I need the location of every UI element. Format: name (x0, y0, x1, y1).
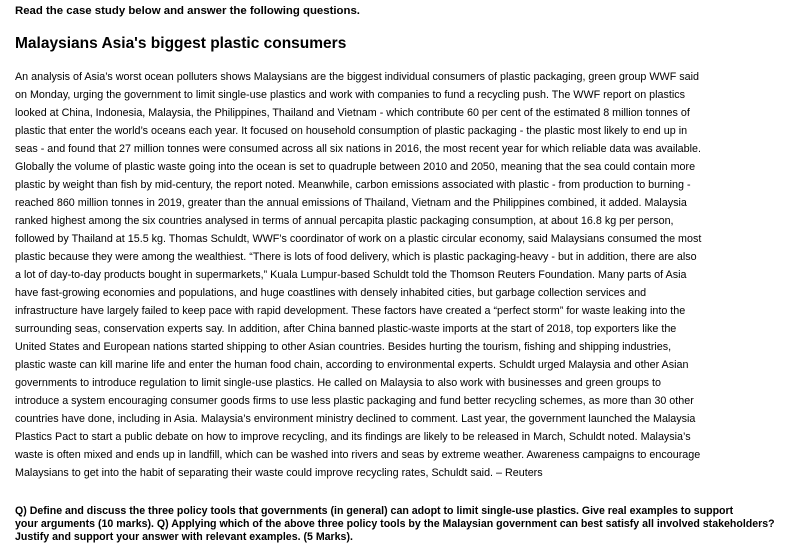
case-study-title: Malaysians Asia's biggest plastic consumers (15, 35, 347, 52)
body-line: on Monday, urging the government to limit single-use plastics and work with companies to fund a recycling push. The WWF report on plastics (15, 89, 686, 101)
body-line: Plastics Pact to start a public debate on how to improve recycling, and its findings are likely to be released in March, Schuldt noted. Malaysia’s (15, 431, 691, 443)
body-line: plastic waste can kill marine life and enter the human food chain, according to environmental experts. Schuldt urged Malaysia and other Asian (15, 359, 689, 371)
body-line: plastic because they were among the wealthiest. “There is lots of food delivery, which is plastic packaging-heavy - but in addition, there are also (15, 251, 697, 263)
body-line: United States and European nations started shipping to other Asian countries. Besides hurting the tourism, fishing and shipping industries, (15, 341, 672, 353)
body-line: An analysis of Asia’s worst ocean polluters shows Malaysians are the biggest individual consumers of plastic packaging, green group WWF said (15, 71, 699, 83)
body-line: countries have done, including in Asia. Malaysia’s environment ministry declined to comment. Last year, the government launched the Malaysia (15, 413, 696, 425)
question-line: your arguments (10 marks). Q) Applying which of the above three policy tools by the Malaysian government can best satisfy all involved stakeholders? (15, 518, 775, 530)
body-line: ranked highest among the six countries analysed in terms of annual percapita plastic packaging consumption, at about 16.8 kg per person, (15, 215, 674, 227)
questions-block (15, 505, 790, 544)
body-line: governments to introduce regulation to limit single-use plastics. He called on Malaysia to also work with businesses and green groups to (15, 377, 661, 389)
body-line: reached 860 million tonnes in 2019, greater than the annual emissions of Thailand, Vietnam and the Philippines combined, it added. Malaysia (15, 197, 687, 209)
body-line: Globally the volume of plastic waste going into the ocean is set to quadruple between 2010 and 2050, meaning that the sea could contain more (15, 161, 696, 173)
body-line: plastic that enter the world’s oceans each year. It focused on household consumption of plastic packaging - the plastic most likely to end up in (15, 125, 688, 137)
instruction-text: Read the case study below and answer the following questions. (15, 5, 360, 17)
body-line: seas - and found that 27 million tonnes were consumed across all six nations in 2016, the most recent year for which reliable data was available. (15, 143, 701, 155)
body-line: introduce a system encouraging consumer goods firms to use less plastic packaging and fund better recycling schemes, as more than 30 other (15, 395, 694, 407)
body-line: have fast-growing economies and populations, and huge coastlines with densely inhabited cities, but garbage collection services and (15, 287, 647, 299)
body-line: Malaysians to get into the habit of separating their waste could improve recycling rates, Schuldt said. – Reuters (15, 467, 543, 479)
body-line: followed by Thailand at 15.5 kg. Thomas Schuldt, WWF’s coordinator of work on a plastic circular economy, said Malaysians consumed the most (15, 233, 702, 245)
body-line: waste is often mixed and ends up in landfill, which can be washed into rivers and seas by extreme weather. Awareness campaigns to encourage (15, 449, 701, 461)
case-study-body (15, 68, 790, 482)
question-line: Q) Define and discuss the three policy tools that governments (in general) can adopt to limit single-use plastics. Give real examples to support (15, 505, 734, 517)
body-line: plastic by weight than fish by mid-century, the report noted. Meanwhile, carbon emissions associated with plastic - from production to burning - (15, 179, 691, 191)
body-line: a lot of day-to-day products bought in supermarkets,” Kuala Lumpur-based Schuldt told the Thomson Reuters Foundation. Many parts of Asia (15, 269, 687, 281)
question-line: Justify and support your answer with relevant examples. (5 Marks). (15, 531, 353, 543)
body-line: infrastructure have largely failed to keep pace with rapid development. These factors have created a “perfect storm” for waste leaking into the (15, 305, 686, 317)
body-line: looked at China, Indonesia, Malaysia, the Philippines, Thailand and Vietnam - which contribute 60 per cent of the estimated 8 million tonnes of (15, 107, 690, 119)
body-line: surrounding seas, conservation experts say. In addition, after China banned plastic-waste imports at the start of 2018, top exporters like the (15, 323, 677, 335)
